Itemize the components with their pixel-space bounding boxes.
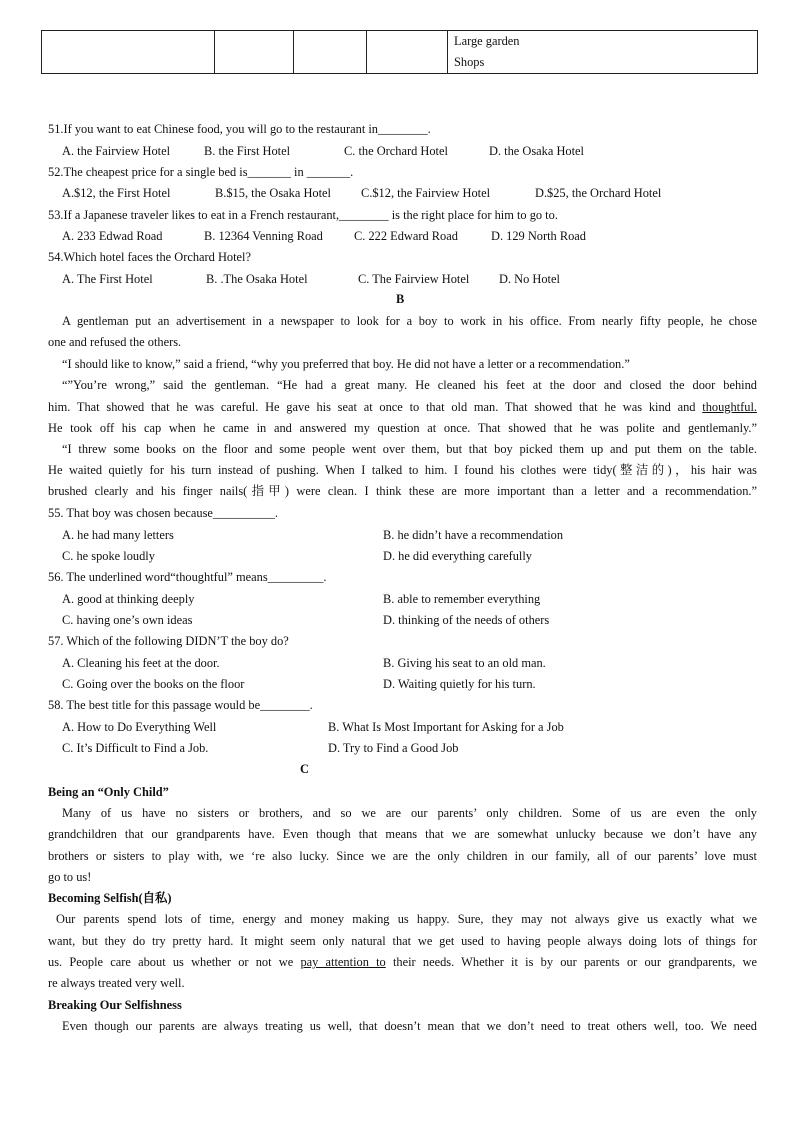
q51-option-c: C. the Orchard Hotel xyxy=(344,144,448,158)
passage-c-heading-3: Breaking Our Selfishness xyxy=(48,998,182,1012)
table-cell xyxy=(215,31,294,74)
q55-option-d: D. he did everything carefully xyxy=(383,549,532,563)
passage-b-line: “”You’re wrong,” said the gentleman. “He had a great many. He cleaned his feet at the door and closed the door behind xyxy=(62,378,757,392)
passage-c-line: Our parents spend lots of time, energy and money making us happy. Sure, they may not always give us exactly what we xyxy=(56,912,757,926)
table-cell-line: Shops xyxy=(454,55,485,69)
passage-b-line: one and refused the others. xyxy=(48,335,182,349)
underlined-word-thoughtful: thoughtful. xyxy=(702,400,757,414)
q52-option-c: C.$12, the Fairview Hotel xyxy=(361,186,491,200)
passage-b-line: A gentleman put an advertisement in a newspaper to look for a boy to work in his office. From nearly fifty people, he chose xyxy=(62,314,757,328)
passage-b-line: “I should like to know,” said a friend, “why you preferred that boy. He did not have a letter or a recommendation.” xyxy=(62,357,630,371)
question-57-stem: 57. Which of the following DIDN’T the boy do? xyxy=(48,634,289,648)
question-51-stem: 51.If you want to eat Chinese food, you will go to the restaurant in________. xyxy=(48,122,431,136)
q57-option-a: A. Cleaning his feet at the door. xyxy=(62,656,220,670)
passage-b-line xyxy=(48,399,757,415)
table-cell xyxy=(294,31,367,74)
passage-c-line: Many of us have no sisters or brothers, and so we are our parents’ only children. Some of us are even the only xyxy=(62,806,757,820)
q58-option-d: D. Try to Find a Good Job xyxy=(328,741,459,755)
q54-option-a: A. The First Hotel xyxy=(62,272,153,286)
question-55-stem: 55. That boy was chosen because__________. xyxy=(48,506,278,520)
q52-option-d: D.$25, the Orchard Hotel xyxy=(535,186,662,200)
q56-option-b: B. able to remember everything xyxy=(383,592,541,606)
hotel-table-fragment xyxy=(41,30,758,74)
passage-c-line xyxy=(48,954,757,970)
passage-b-line: “I threw some books on the floor and some people went over them, but that boy picked them up and put them on the table. xyxy=(62,442,757,456)
table-cell-features xyxy=(448,31,758,74)
table-cell xyxy=(367,31,448,74)
question-52-stem: 52.The cheapest price for a single bed is_______ in _______. xyxy=(48,165,354,179)
q56-option-a: A. good at thinking deeply xyxy=(62,592,195,606)
table-cell-line: Large garden xyxy=(454,34,520,48)
question-58-stem: 58. The best title for this passage would be________. xyxy=(48,698,313,712)
q53-option-d: D. 129 North Road xyxy=(491,229,586,243)
passage-b-line: He waited quietly for his turn instead of pushing. When I talked to him. I found his clothes were tidy(整洁的)，his hair was xyxy=(48,463,757,477)
q57-option-d: D. Waiting quietly for his turn. xyxy=(383,677,536,691)
q58-option-b: B. What Is Most Important for Asking for a Job xyxy=(328,720,564,734)
passage-b-line: He took off his cap when he came in and answered my question at once. That showed that he was polite and gentlemanly.” xyxy=(48,421,757,435)
q51-option-a: A. the Fairview Hotel xyxy=(62,144,171,158)
question-54-stem: 54.Which hotel faces the Orchard Hotel? xyxy=(48,250,251,264)
passage-c-line: want, but they do try pretty hard. It might seem only natural that we get used to having people always doing lots of things for xyxy=(48,934,757,948)
q52-option-b: B.$15, the Osaka Hotel xyxy=(215,186,331,200)
q54-option-c: C. The Fairview Hotel xyxy=(358,272,470,286)
q55-option-b: B. he didn’t have a recommendation xyxy=(383,528,564,542)
passage-c-line: grandchildren that our grandparents have. Even though that means that we are somewhat unlucky because we don’t have any xyxy=(48,827,757,841)
passage-c-line: go to us! xyxy=(48,870,92,884)
q53-option-c: C. 222 Edward Road xyxy=(354,229,458,243)
q55-option-c: C. he spoke loudly xyxy=(62,549,155,563)
question-53-stem: 53.If a Japanese traveler likes to eat in a French restaurant,________ is the right place for him to go to. xyxy=(48,208,558,222)
table-cell xyxy=(42,31,215,74)
underlined-phrase: pay attention to xyxy=(300,955,386,969)
passage-b-text: him. That showed that he was careful. He gave his seat at once to that old man. That showed that he was kind and xyxy=(48,400,703,414)
q58-option-a: A. How to Do Everything Well xyxy=(62,720,217,734)
question-56-stem: 56. The underlined word“thoughtful” means_________. xyxy=(48,570,327,584)
q54-option-b: B. .The Osaka Hotel xyxy=(206,272,308,286)
q55-option-a: A. he had many letters xyxy=(62,528,174,542)
q54-option-d: D. No Hotel xyxy=(499,272,560,286)
q57-option-c: C. Going over the books on the floor xyxy=(62,677,245,691)
passage-c-line: brothers or sisters to play with, we ‘re also lucky. Since we are the only children in our family, all of our parents’ love must xyxy=(48,849,757,863)
q58-option-c: C. It’s Difficult to Find a Job. xyxy=(62,741,209,755)
passage-c-line: Even though our parents are always treating us well, that doesn’t mean that we don’t need to treat others well, too. We need xyxy=(62,1019,757,1033)
passage-c-heading-2: Becoming Selfish(自私) xyxy=(48,891,172,905)
q56-option-d: D. thinking of the needs of others xyxy=(383,613,550,627)
passage-c-text: their needs. Whether it is by our parents or our grandparents, we xyxy=(385,955,757,969)
passage-c-heading-1: Being an “Only Child” xyxy=(48,785,169,799)
q53-option-b: B. 12364 Venning Road xyxy=(204,229,323,243)
q51-option-b: B. the First Hotel xyxy=(204,144,291,158)
q56-option-c: C. having one’s own ideas xyxy=(62,613,193,627)
section-b-heading: B xyxy=(396,292,405,306)
passage-c-text: us. People care about us whether or not we xyxy=(48,955,301,969)
q53-option-a: A. 233 Edwad Road xyxy=(62,229,163,243)
passage-b-line: brushed clearly and his finger nails(指甲) were clean. I think these are more important than a letter and a recommendation.” xyxy=(48,484,757,498)
table-row xyxy=(42,31,758,74)
section-c-heading: C xyxy=(300,762,309,776)
q52-option-a: A.$12, the First Hotel xyxy=(62,186,171,200)
q57-option-b: B. Giving his seat to an old man. xyxy=(383,656,546,670)
passage-c-line: re always treated very well. xyxy=(48,976,185,990)
q51-option-d: D. the Osaka Hotel xyxy=(489,144,584,158)
